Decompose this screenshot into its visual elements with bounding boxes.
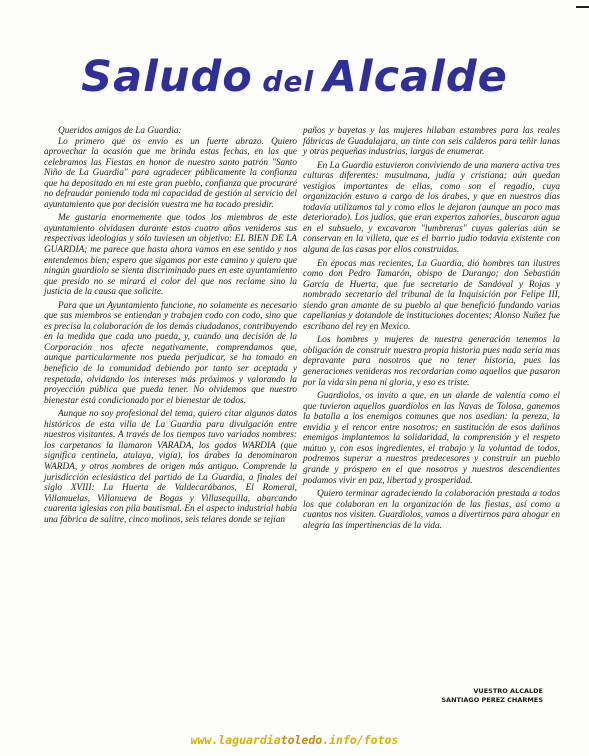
footer-url-prefix: www.laguardia bbox=[190, 733, 281, 747]
signature bbox=[441, 687, 543, 704]
footer-url[interactable] bbox=[0, 733, 589, 747]
paragraph: Para que un Ayuntamiento funcione, no solamente es necesario que sus miembros se entiendan y trabajen codo con codo, sino que es precisa la colaboración de los demás ciudadanos, contribuyendo en la medida que cada uno pueda, y, cuando una decisión de la Corporación nos afecte negativamente, comprendamos que, aunque particularmente nos pueda perjudicar, se ha tomado en beneficio de la comunidad debiendo por tanto ser aceptada y respetada, olvidando los intereses más próximos y valorando la proyección pública que pueda tener. No olvidemos que nuestro bienestar está condicionado por el bienestar de todos. bbox=[44, 300, 297, 406]
right-column bbox=[303, 126, 560, 531]
paragraph: Aunque no soy profesional del tema, quiero citar algunos datos históricos de esta villa de La Guardia para divulgación entre nuestros visitantes. A través de los tiempos tuvo variados nombres: los carpetanos la llamaron VARADA, los godos WARDIA (que significa centinela, atalaya, vigía), los árabes la denominaron WARDA, y otros nombres de origen más antiguo. Comprende la jurisdicción eclesiástica del partido de La Guardia, a finales del siglo XVIII: La Huerta de Valdecarábanos, El Romeral, Villamuelas, Villanueva de Bogas y Villasequilla, abarcando cuarenta iglesias con pila bautismal. En el aspecto industrial había una fábrica de salitre, cinco molinos, seis telares donde se tejían bbox=[44, 409, 297, 525]
top-rule bbox=[576, 6, 589, 8]
paragraph: Quiero terminar agradeciendo la colaboración prestada a todos los que colaboran en la organización de las fiestas, así como a cuantos nos visiten. Guardiolos, vamos a divertirnos para ahogar en alegría las impertinencias de la vida. bbox=[303, 489, 560, 531]
signature-name: SANTIAGO PEREZ CHARMES bbox=[441, 695, 543, 704]
paragraph: paños y bayetas y las mujeres hilaban estambres para las reales fábricas de Guadalajara, un tinte con seis calderos para teñir lanas y otras pequeñas industrias, largas de enumerar. bbox=[303, 126, 560, 158]
footer-url-highlight: toledo bbox=[280, 733, 323, 747]
paragraph: En La Guardia estuvieron conviviendo de una manera activa tres culturas diferentes: musulmana, judía y cristiana; aún quedan vestigios importantes de ellas, como son el regadío, cuya organización estuvo a cargo de los árabes, y que en nuestros días todavía utilizamos tal y como ellos le dejaron (aunque un poco mas deteriorado). Los judíos, que eran expertos zahoríes, buscaron agua en el subsuelo, y excavaron "lumbreras" cuyas galerías aún se conservan en la villeta, que es el barrio judío todavía existente con alguna de las casas por ellos construidas. bbox=[303, 160, 560, 256]
paragraph: Lo primero que os envío es un fuerte abrazo. Quiero aprovechar la ocasión que me brinda estas fechas, en las que celebramos las Fiestas en honor de nuestro santo patrón "Santo Niño de La Guardia" para agradecer públicamente la confianza que ha depositado en mí este gran pueblo, confianza que procuraré no defraudar poniendo toda mi capacidad de gestión al servicio del ayuntamiento que por decisión vuestra me ha tocado presidir. bbox=[44, 136, 297, 210]
title-word-del: del bbox=[262, 65, 315, 98]
paragraph: En épocas mas recientes, La Guardia, dió hombres tan ilustres como don Pedro Tamarón, obispo de Durango; don Sebastián García de Huerta, que fue secretario de Sandóval y Rojas y nombrado secretario del tribunal de la Inquisición por Felipe III, siendo gran amante de su pueblo al que benefició fundando varias capellanías y dotandole de instituciones docentes; Alonso Nuñez fue escribano del rey en Mexico. bbox=[303, 258, 560, 332]
paragraph: Los hombres y mujeres de nuestra generación tenemos la obligación de construir nuestra propia historia pues nada sería mas depravante para nosotros que no tener historia, pues las generaciones venideras nos recordarían como aquellos que pasaron por la vida sin pena ni gloria, y eso es triste. bbox=[303, 335, 560, 388]
page-title bbox=[0, 52, 589, 102]
paragraph: Guardiolos, os invito a que, en un alarde de valentía como el que tuvieron aquellos guardiolos en las Navas de Tolosa, ganemos la batalla a los enemigos comunes que nos asedian: la pereza, la envidia y el rencor entre nosotros; en sustitución de esos dañinos enemigos implantemos la solidaridad, la comprensión y el respeto mútuo y, con esos ingredientes, el trabajo y la voluntad de todos, podremos superar a nuestros predecesores y construir un pueblo grande y próspero en el que nosotros y nuestros descendientes podamos vivir en paz, libertad y prosperidad. bbox=[303, 391, 560, 486]
greeting: Queridos amigos de La Guardia: bbox=[58, 126, 182, 136]
title-word-saludo: Saludo bbox=[81, 52, 253, 102]
signature-title: VUESTRO ALCALDE bbox=[473, 687, 543, 695]
footer-url-suffix: .info/fotos bbox=[322, 733, 399, 747]
title-word-alcalde: Alcalde bbox=[323, 52, 508, 102]
left-column bbox=[44, 126, 297, 525]
paragraph: Me gustaría enormemente que todos los miembros de este ayuntamiento olvidasen durante estos cuatro años venideros sus respectivas ideologías y sólo tuviesen un objetivo: EL BIEN DE LA GUARDIA; me parece que hasta ahora vamos en ese sentido y nos entendemos bien; espero que sigamos por este camino y quiero que ningún guardiolo se sienta discriminado pues en este ayuntamiento que presido no se mirará el color del que nos reclame sino la justicia de la causa que solicite. bbox=[44, 213, 297, 298]
